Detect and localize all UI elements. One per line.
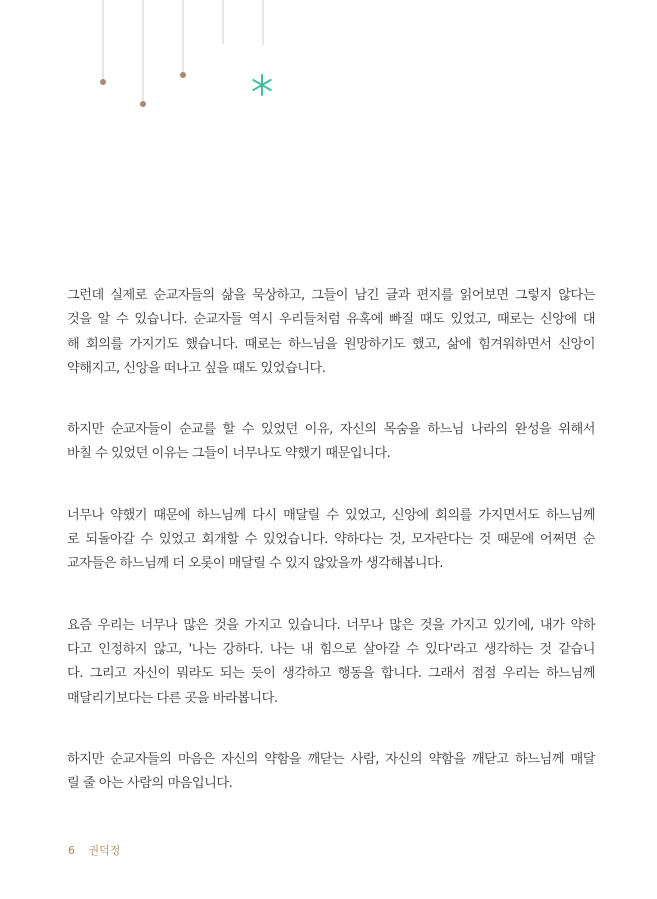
page-footer [68, 842, 120, 858]
page-number: 6 [68, 844, 75, 857]
text-line: 교자들은 하느님께 더 오롯이 매달릴 수 있지 않았을까 생각해봅니다. [67, 556, 443, 572]
text-line: 릴 줄 아는 사람의 마음입니다. [67, 776, 233, 792]
text-line: 하지만 순교자들의 마음은 자신의 약함을 깨닫는 사람, 자신의 약함을 깨닫고 하느님께 매달 [67, 751, 595, 767]
ornament-dot [140, 101, 146, 107]
paragraph [67, 748, 595, 797]
paragraph [67, 284, 595, 381]
text-line: 하지만 순교자들이 순교를 할 수 있었던 이유, 자신의 목숨을 하느님 나라의 완성을 위해서 [67, 422, 595, 438]
asterisk-star-icon [253, 75, 270, 95]
text-line: 약해지고, 신앙을 떠나고 싶을 때도 있었습니다. [67, 360, 326, 376]
ornament-dot [180, 72, 186, 78]
paragraph [67, 418, 595, 467]
text-line: 다고 인정하지 않고, '나는 강하다. 나는 내 힘으로 살아갈 수 있다'라고 생각하는 것 같습니 [67, 641, 595, 657]
text-line: 것을 알 수 있습니다. 순교자들 역시 우리들처럼 유혹에 빠질 때도 있었고, 때로는 신앙에 대 [67, 312, 595, 328]
paragraph [67, 614, 595, 711]
text-line: 매달리기보다는 다른 곳을 바라봅니다. [67, 690, 278, 706]
text-line: 요즘 우리는 너무나 많은 것을 가지고 있습니다. 너무나 많은 것을 가지고 있기에, 내가 약하 [67, 617, 595, 633]
text-line: 바칠 수 있었던 이유는 그들이 너무나도 약했기 때문입니다. [67, 446, 391, 462]
hanging-ornament-decoration [0, 0, 657, 130]
text-line: 해 회의를 가지기도 했습니다. 때로는 하느님을 원망하기도 했고, 삶에 힘겨워하면서 신앙이 [67, 336, 595, 352]
text-line: 너무나 약했기 때문에 하느님께 다시 매달릴 수 있었고, 신앙에 회의를 가지면서도 하느님께 [67, 507, 595, 523]
text-line: 로 되돌아갈 수 있었고 회개할 수 있었습니다. 약하다는 것, 모자란다는 것 때문에 어쩌면 순 [67, 532, 595, 548]
text-line: 다. 그리고 자신이 뭐라도 되는 듯이 생각하고 행동을 합니다. 그래서 점점 우리는 하느님께 [67, 666, 595, 682]
paragraph [67, 504, 595, 577]
body-text [67, 284, 595, 833]
text-line: 그런데 실제로 순교자들의 삶을 묵상하고, 그들이 남긴 글과 편지를 읽어보면 그렇지 않다는 [67, 288, 595, 303]
author-name: 권덕정 [88, 844, 121, 857]
ornament-dot [100, 79, 106, 85]
